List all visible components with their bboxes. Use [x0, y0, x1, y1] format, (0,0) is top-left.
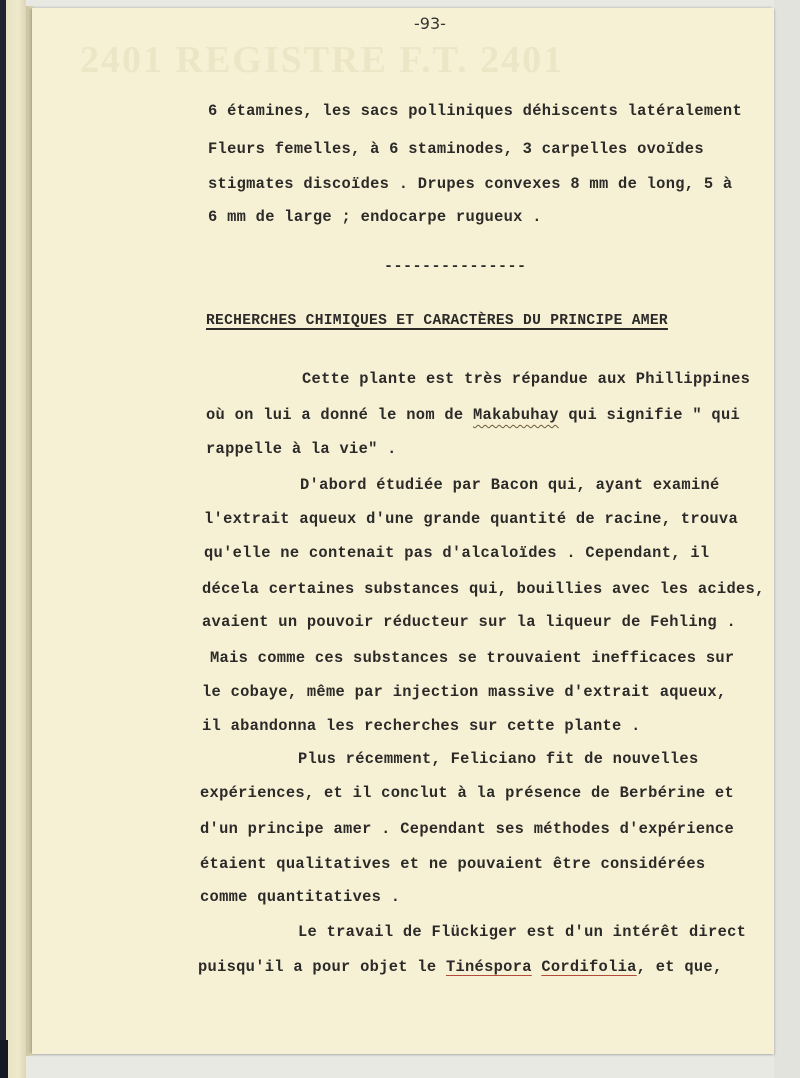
plant-species-cordifolia: Cordifolia — [541, 958, 637, 976]
text-line: décela certaines substances qui, bouillies avec les acides, — [202, 580, 765, 598]
text-line: qu'elle ne contenait pas d'alcaloïdes . Cependant, il — [204, 544, 710, 562]
text-line: stigmates discoïdes . Drupes convexes 8 mm de long, 5 à — [208, 175, 733, 193]
text-line: étaient qualitatives et ne pouvaient être considérées — [200, 855, 706, 873]
bleed-through-text: 2401 REGISTRE F.T. 2401 — [80, 39, 565, 78]
text-line — [206, 406, 740, 424]
text-line: Cette plante est très répandue aux Phillippines — [302, 370, 751, 388]
text-line: il abandonna les recherches sur cette plante . — [202, 717, 641, 735]
text-line: comme quantitatives . — [200, 888, 401, 906]
text-line: Fleurs femelles, à 6 staminodes, 3 carpelles ovoïdes — [208, 140, 704, 158]
text-line: le cobaye, même par injection massive d'extrait aqueux, — [202, 683, 727, 701]
text-line: Le travail de Flückiger est d'un intérêt direct — [298, 923, 747, 941]
page-number: -93- — [414, 14, 446, 33]
plant-name-makabuhay: Makabuhay — [473, 406, 559, 424]
text-line: d'un principe amer . Cependant ses méthodes d'expérience — [200, 820, 735, 838]
text-line: D'abord étudiée par Bacon qui, ayant examiné — [300, 476, 720, 494]
text-line — [198, 958, 723, 976]
document-page — [32, 8, 774, 1054]
plant-genus-tinospora: Tinéspora — [445, 958, 532, 976]
binding-corner — [0, 1040, 8, 1078]
text-span: , et que, — [636, 958, 723, 976]
text-line: Mais comme ces substances se trouvaient inefficaces sur — [210, 649, 735, 667]
text-line: 6 mm de large ; endocarpe rugueux . — [208, 208, 542, 226]
text-span: qui signifie " qui — [558, 406, 741, 424]
text-line: l'extrait aqueux d'une grande quantité de racine, trouva — [204, 510, 739, 528]
section-heading: RECHERCHES CHIMIQUES ET CARACTÈRES DU PRINCIPE AMER — [206, 313, 668, 329]
text-line: rappelle à la vie" . — [206, 440, 397, 458]
text-span: où on lui a donné le nom de — [206, 406, 474, 424]
text-span: puisqu'il a pour objet le — [198, 958, 446, 976]
text-line: 6 étamines, les sacs polliniques déhiscents latéralement — [208, 102, 743, 120]
scan-background — [774, 0, 800, 1078]
text-line: expériences, et il conclut à la présence de Berbérine et — [200, 784, 735, 802]
text-span — [532, 958, 542, 976]
text-line: avaient un pouvoir réducteur sur la liqueur de Fehling . — [202, 613, 737, 631]
text-line: Plus récemment, Feliciano fit de nouvelles — [298, 750, 699, 768]
binding-spine — [0, 0, 6, 1078]
section-separator: --------------- — [384, 258, 527, 275]
